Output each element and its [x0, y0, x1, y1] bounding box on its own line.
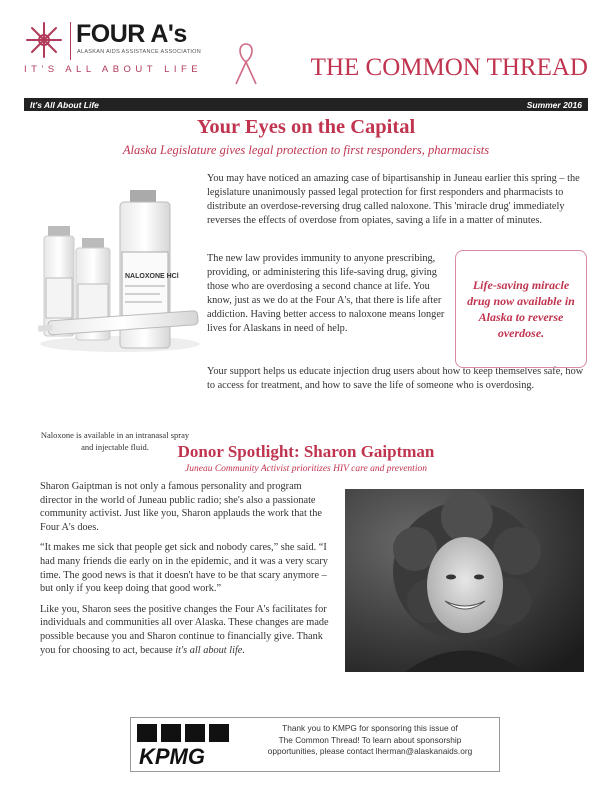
sponsor-message: [245, 723, 495, 758]
vial-label: NALOXONE HCl: [125, 273, 179, 280]
article-paragraph: Your support helps us educate injection drug users about how to keep themselves safe, how to access for treatment, and how to save the life of someone who is overdosing.: [207, 366, 584, 391]
pull-quote-text: Life-saving miracle drug now available in Alaska to reverse overdose.: [467, 278, 575, 340]
spotlight-subtitle: Juneau Community Activist prioritizes HIV care and prevention: [185, 464, 427, 474]
logo-tagline: IT'S ALL ABOUT LIFE: [24, 64, 203, 75]
article-paragraph: The new law provides immunity to anyone prescribing, providing, or administering this life-saving drug, giving those who are overdosing a second chance at life. You know, just as we do at the Four A's, that there is life after addiction. Having better access to naloxone means longer lives for Alaskans in need of help.: [207, 253, 445, 334]
sponsor-line: The Common Thread! To learn about sponsorship: [278, 734, 462, 745]
spotlight-closing-emphasis: it's all about life.: [175, 644, 245, 656]
naloxone-vials-image: [30, 166, 202, 406]
issue-bar: [24, 98, 588, 111]
spotlight-quote: “It makes me sick that people get sick and nobody cares,” she said. “I had many friends die early on in the epidemic, and it was a very scary time. The good news is that it doesn't have to be that scary anymore – but only if you keep doing that good work.”: [40, 542, 328, 595]
asterisk-logo-icon: [24, 20, 64, 60]
spotlight-paragraph: Sharon Gaiptman is not only a famous personality and program director in the world of Juneau public radio; she's also a passionate community activist. Just like you, Sharon applauds the work that the Four A's does.: [40, 481, 322, 533]
logo-divider: [70, 22, 71, 60]
logo-name: FOUR A's: [76, 20, 187, 48]
sponsor-line: Thank you to KMPG for sponsoring this issue of: [282, 723, 458, 733]
spotlight-paragraph: [40, 603, 336, 657]
sponsor-box: [130, 717, 500, 772]
spotlight-body: [40, 480, 336, 664]
article-paragraph: You may have noticed an amazing case of bipartisanship in Juneau earlier this spring – the legislature unanimously passed legal protection for first responders and pharmacists to distribute an overdose-reversing drug called naloxone. This 'miracle drug' immediately reverses the effects of overdose from opiates, saving a life in a matter of minutes.: [207, 173, 580, 226]
article-subtitle: Alaska Legislature gives legal protection to first responders, pharmacists: [122, 143, 490, 157]
article-title: Your Eyes on the Capital: [196, 116, 416, 138]
issue-date: Summer 2016: [526, 99, 582, 110]
logo-subtitle: ALASKAN AIDS ASSISTANCE ASSOCIATION: [77, 49, 201, 55]
four-as-logo: [24, 18, 244, 78]
pull-quote-box: [455, 250, 587, 368]
image-caption: Naloxone is available in an intranasal spray and injectable fluid.: [40, 430, 190, 452]
awareness-ribbon-icon: [226, 40, 266, 86]
spotlight-closing: Like you, Sharon sees the positive changes the Four A's facilitates for individuals and communities all over Alaska. These changes are made possible because you and Sharon continue to financially give. Thank you for choosing to act, because: [40, 603, 329, 656]
kpmg-logo: [135, 722, 239, 768]
kpmg-logo-text: KPMG: [139, 744, 205, 768]
sponsor-contact-line[interactable]: opportunities, please contact lherman@alaskanaids.org: [267, 746, 473, 756]
spotlight-title: Donor Spotlight: Sharon Gaiptman: [177, 442, 435, 461]
sharon-portrait-photo: [345, 489, 584, 672]
issue-bar-tagline: It's All About Life: [30, 99, 99, 110]
masthead-title: THE COMMON THREAD: [310, 54, 588, 81]
